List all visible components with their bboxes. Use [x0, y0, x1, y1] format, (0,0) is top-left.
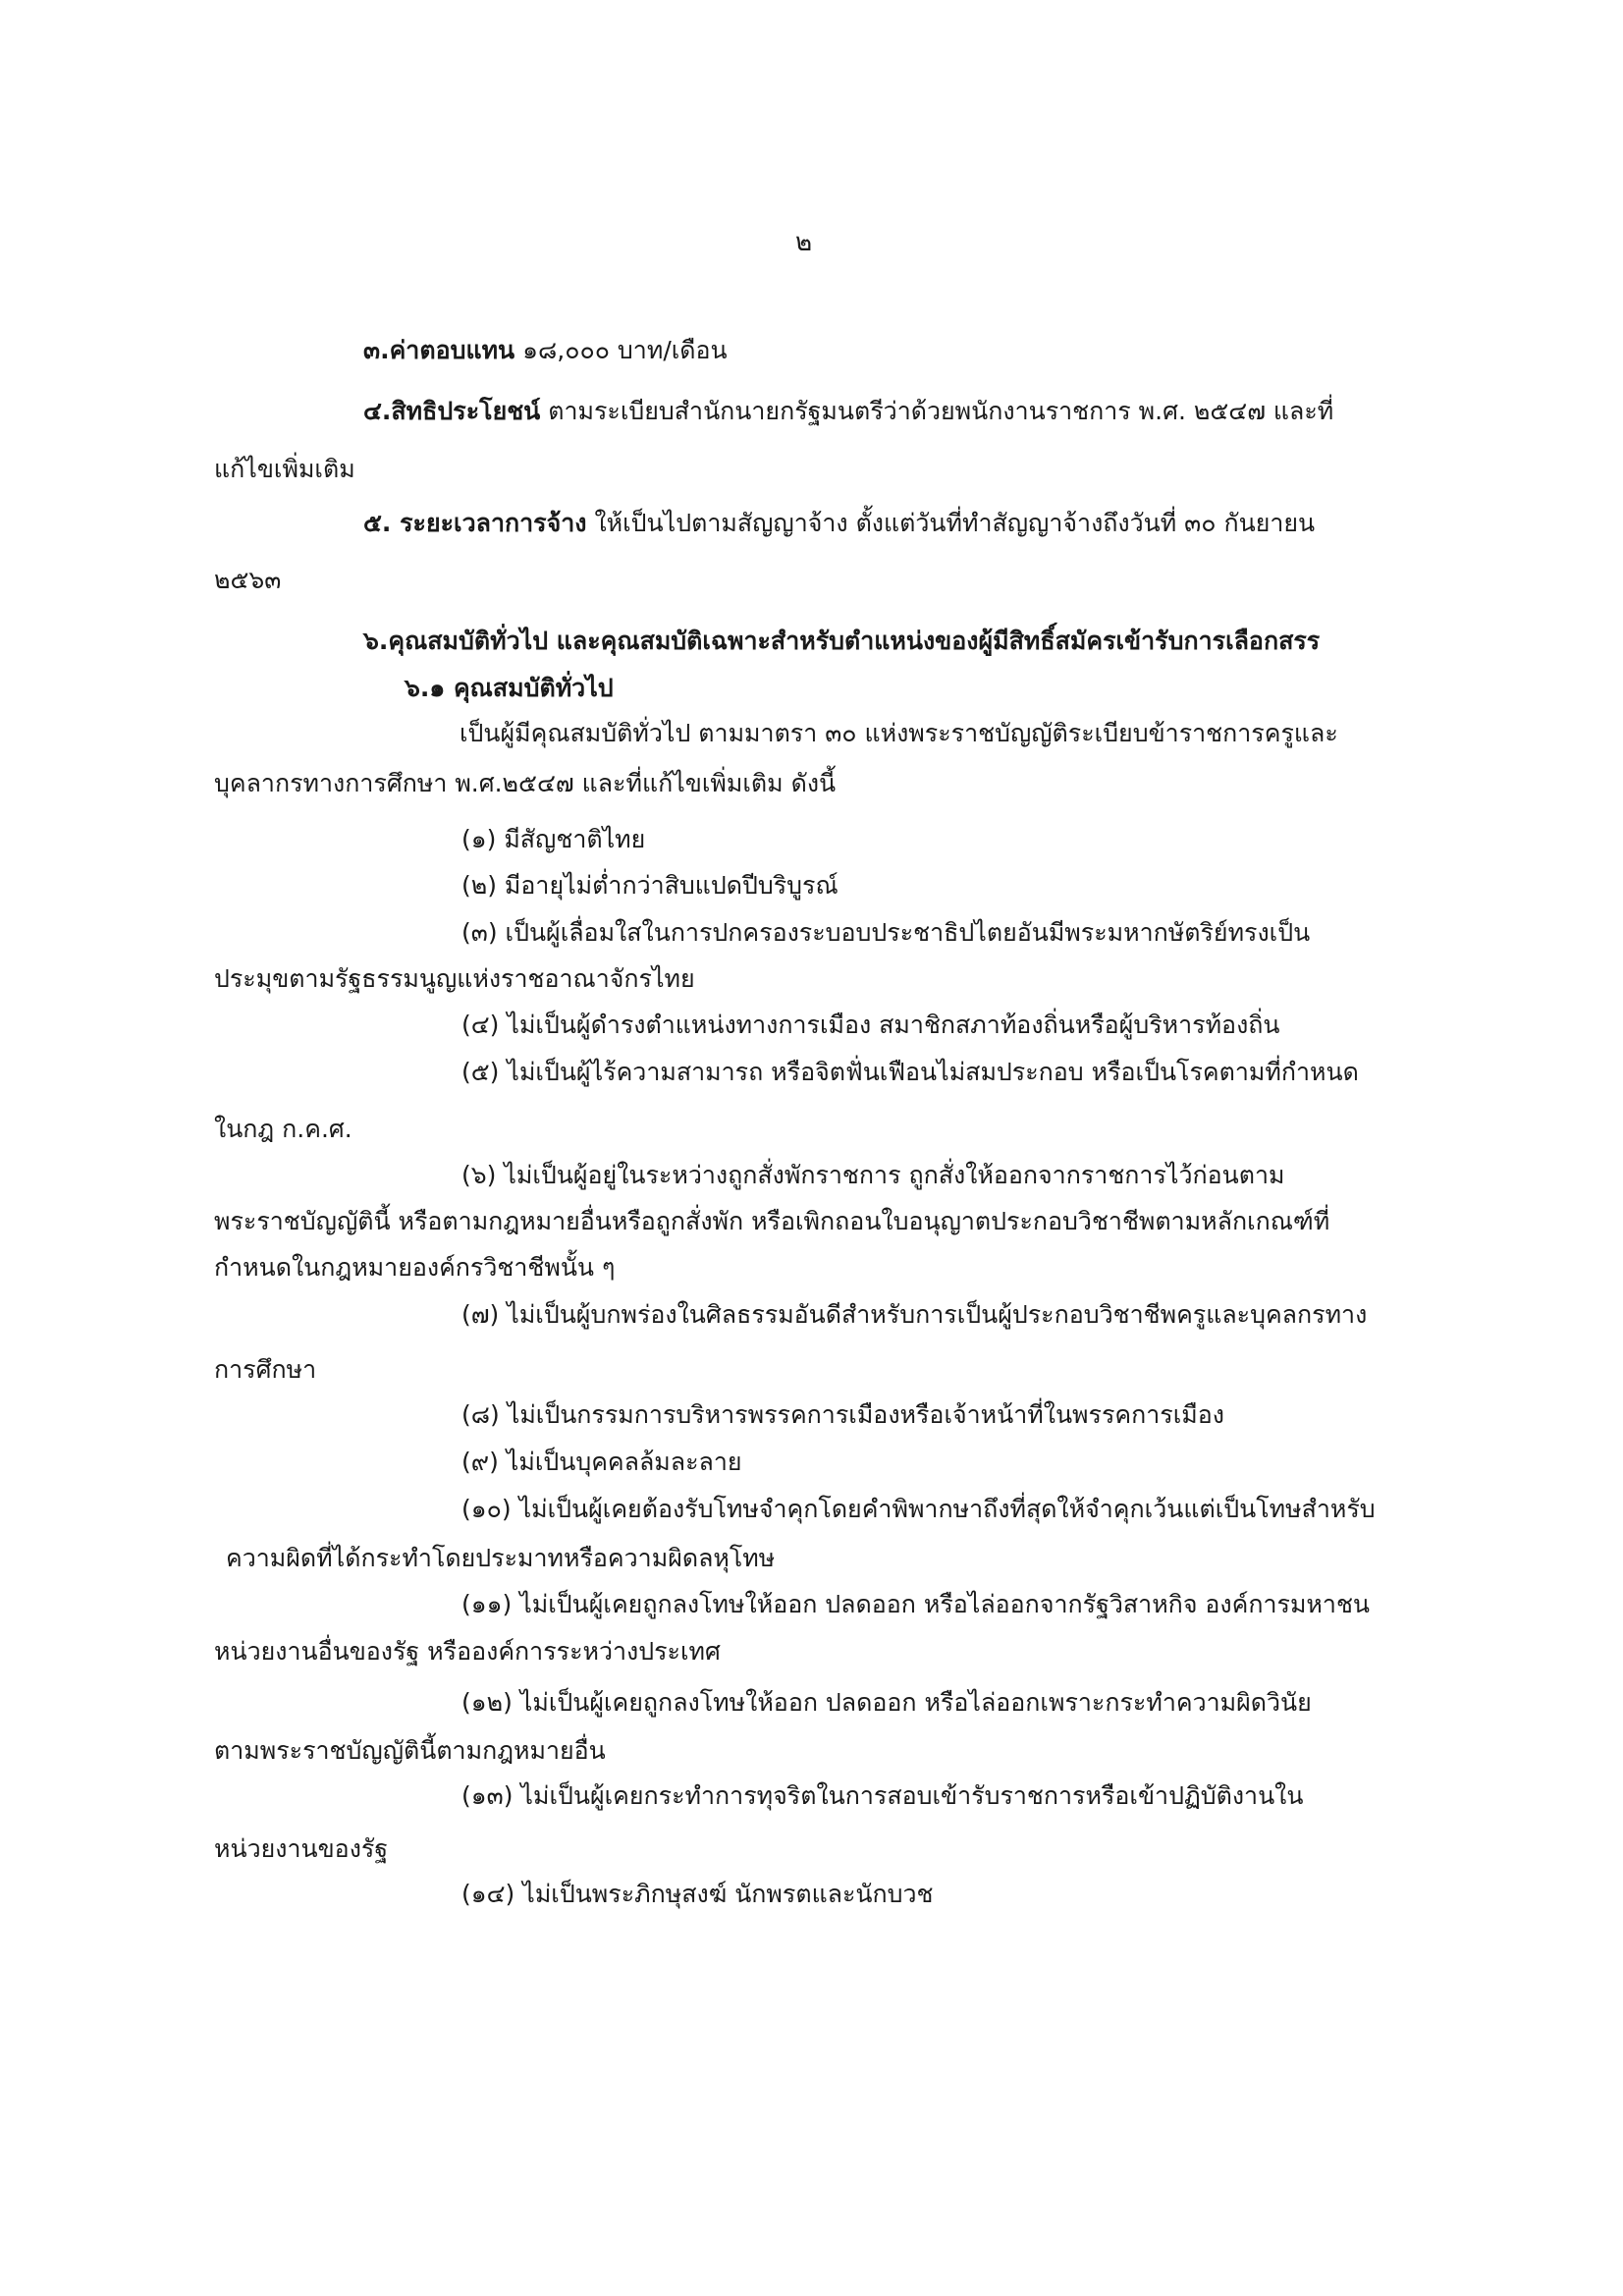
item-11-line2: หน่วยงานอื่นของรัฐ หรือองค์การระหว่างประเทศ — [214, 1637, 721, 1666]
section-6-heading: ๖.คุณสมบัติทั่วไป และคุณสมบัติเฉพาะสำหรับตำแหน่งของผู้มีสิทธิ์สมัครเข้ารับการเลือกสรร — [363, 627, 1321, 655]
section-5-line2: ๒๕๖๓ — [214, 566, 282, 594]
item-5-line2: ในกฎ ก.ค.ศ. — [214, 1115, 352, 1143]
item-14: (๑๔) ไม่เป็นพระภิกษุสงฆ์ นักพรตและนักบวช — [461, 1880, 934, 1908]
item-12-line2: ตามพระราชบัญญัตินี้ตามกฎหมายอื่น — [214, 1736, 606, 1765]
item-7-line1: (๗) ไม่เป็นผู้บกพร่องในศิลธรรมอันดีสำหรับการเป็นผู้ประกอบวิชาชีพครูและบุคลกรทาง — [461, 1300, 1368, 1329]
item-4: (๔) ไม่เป็นผู้ดำรงตำแหน่งทางการเมือง สมาชิกสภาท้องถิ่นหรือผู้บริหารท้องถิ่น — [461, 1011, 1280, 1039]
item-1: (๑) มีสัญชาติไทย — [461, 825, 646, 853]
item-10-line1: (๑๐) ไม่เป็นผู้เคยต้องรับโทษจำคุกโดยคำพิพากษาถึงที่สุดให้จำคุกเว้นแต่เป็นโทษสำหรับ — [461, 1495, 1376, 1523]
section-4-line2: แก้ไขเพิ่มเติม — [214, 455, 355, 483]
item-7-line2: การศึกษา — [214, 1355, 317, 1384]
item-6-line3: กำหนดในกฎหมายองค์กรวิชาชีพนั้น ๆ — [214, 1253, 616, 1282]
section-5-text: ให้เป็นไปตามสัญญาจ้าง ตั้งแต่วันที่ทำสัญญาจ้างถึงวันที่ ๓๐ กันยายน — [586, 509, 1316, 537]
item-13-line1: (๑๓) ไม่เป็นผู้เคยกระทำการทุจริตในการสอบเข้ารับราชการหรือเข้าปฏิบัติงานใน — [461, 1781, 1304, 1810]
item-6-line1: (๖) ไม่เป็นผู้อยู่ในระหว่างถูกสั่งพักราชการ ถูกสั่งให้ออกจากราชการไว้ก่อนตาม — [461, 1161, 1285, 1189]
item-3-line2: ประมุขตามรัฐธรรมนูญแห่งราชอาณาจักรไทย — [214, 964, 695, 993]
item-8: (๘) ไม่เป็นกรรมการบริหารพรรคการเมืองหรือเจ้าหน้าที่ในพรรคการเมือง — [461, 1400, 1224, 1429]
section-6-1-intro-line2: บุคลากรทางการศึกษา พ.ศ.๒๕๔๗ และที่แก้ไขเพิ่มเติม ดังนี้ — [214, 769, 837, 797]
item-9: (๙) ไม่เป็นบุคคลล้มละลาย — [461, 1448, 742, 1476]
item-10-line2: ความผิดที่ได้กระทำโดยประมาทหรือความผิดลหุโทษ — [226, 1544, 776, 1572]
section-4-heading: ๔.สิทธิประโยชน์ — [363, 397, 541, 425]
section-6-1-intro-line1: เป็นผู้มีคุณสมบัติทั่วไป ตามมาตรา ๓๐ แห่งพระราชบัญญัติระเบียบข้าราชการครูและ — [460, 719, 1338, 747]
section-5-line1 — [363, 507, 1315, 540]
section-6-1-heading: ๖.๑ คุณสมบัติทั่วไป — [405, 674, 614, 702]
item-3-line1: (๓) เป็นผู้เลื่อมใสในการปกครองระบอบประชาธิปไตยอันมีพระมหากษัตริย์ทรงเป็น — [461, 918, 1311, 947]
item-5-line1: (๕) ไม่เป็นผู้ไร้ความสามารถ หรือจิตฟั่นเฟือนไม่สมประกอบ หรือเป็นโรคตามที่กำหนด — [461, 1058, 1359, 1086]
section-3-heading: ๓.ค่าตอบแทน — [363, 336, 515, 364]
section-4-text: ตามระเบียบสำนักนายกรัฐมนตรีว่าด้วยพนักงานราชการ พ.ศ. ๒๕๔๗ และที่ — [540, 397, 1334, 425]
item-2: (๒) มีอายุไม่ต่ำกว่าสิบแปดปีบริบูรณ์ — [461, 871, 839, 900]
section-3-text: ๑๘,๐๐๐ บาท/เดือน — [514, 336, 728, 364]
item-11-line1: (๑๑) ไม่เป็นผู้เคยถูกลงโทษให้ออก ปลดออก หรือไล่ออกจากรัฐวิสาหกิจ องค์การมหาชน — [461, 1590, 1371, 1618]
section-5-heading: ๕. ระยะเวลาการจ้าง — [363, 509, 587, 537]
section-4-line1 — [363, 395, 1333, 428]
section-3 — [363, 334, 728, 367]
item-12-line1: (๑๒) ไม่เป็นผู้เคยถูกลงโทษให้ออก ปลดออก หรือไล่ออกเพราะกระทำความผิดวินัย — [461, 1688, 1312, 1717]
item-13-line2: หน่วยงานของรัฐ — [214, 1834, 389, 1863]
item-6-line2: พระราชบัญญัตินี้ หรือตามกฎหมายอื่นหรือถูกสั่งพัก หรือเพิกถอนใบอนุญาตประกอบวิชาชีพตามหลักเกณฑ์ที่ — [214, 1207, 1330, 1235]
page-number: ๒ — [795, 228, 813, 257]
